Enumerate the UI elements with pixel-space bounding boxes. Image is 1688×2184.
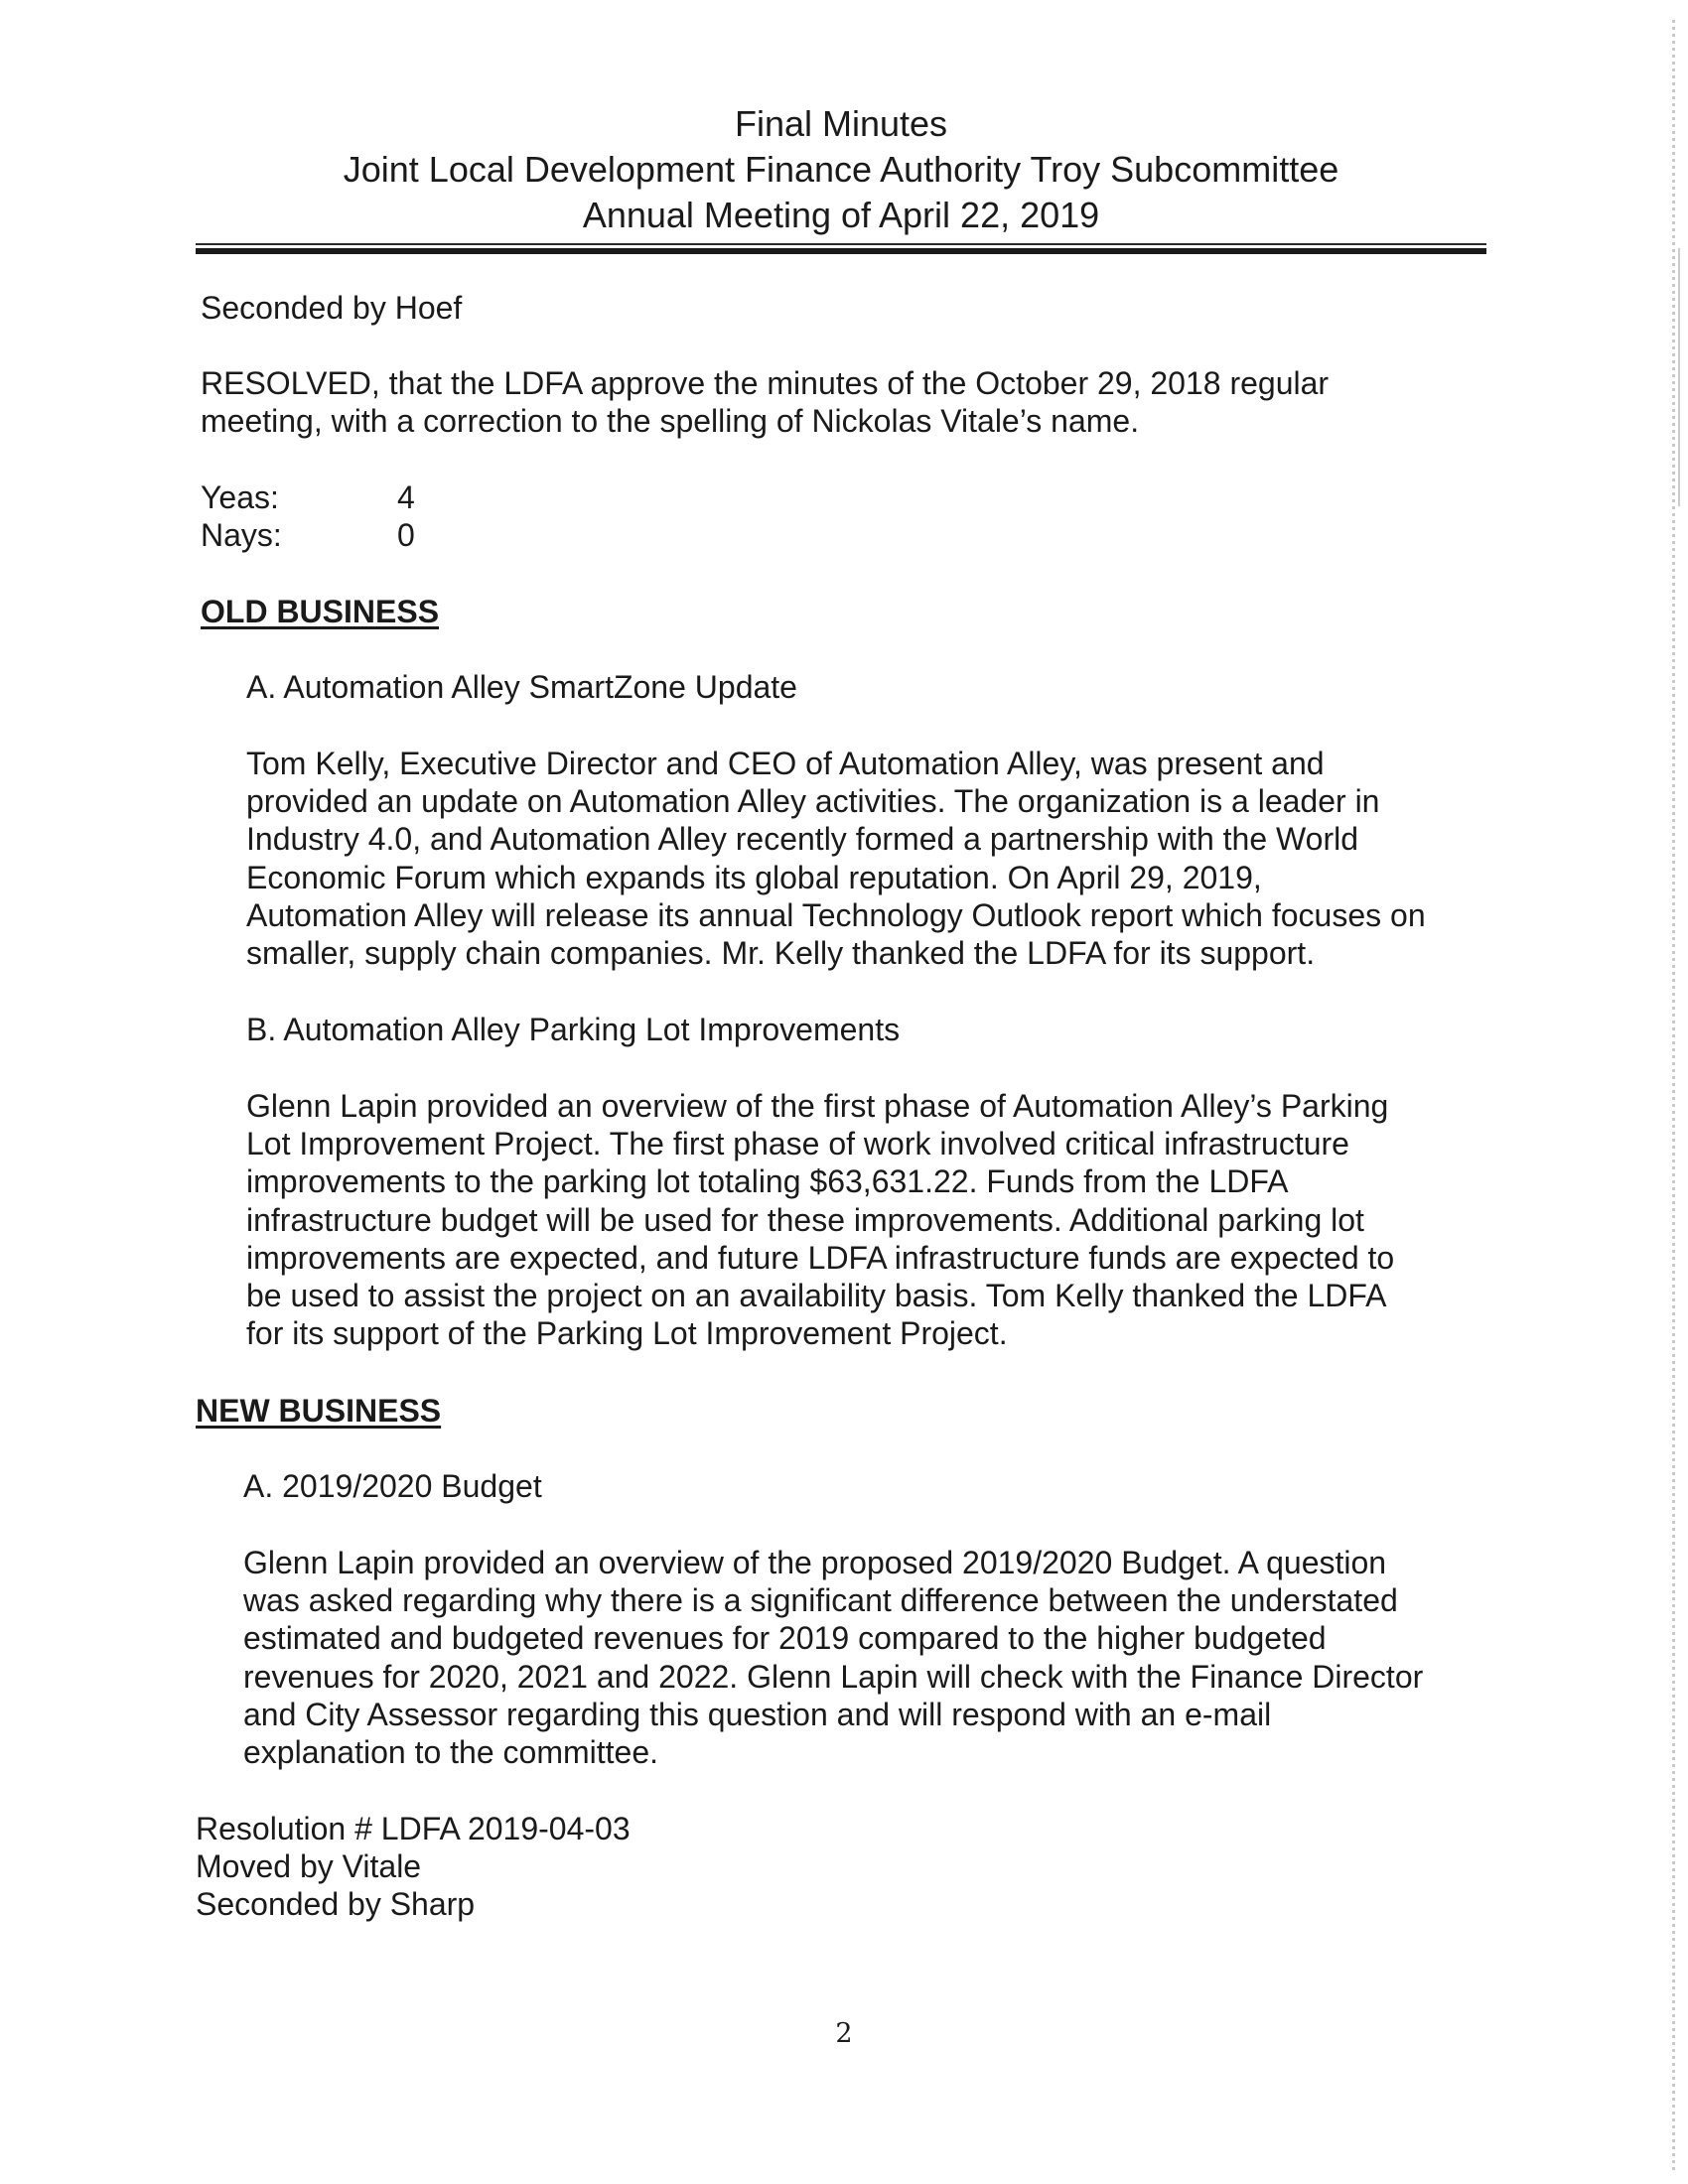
paragraph-line: improvements are expected, and future LDFA infrastructure funds are expected to (246, 1239, 1395, 1276)
header-committee: Joint Local Development Finance Authority Troy Subcommittee (343, 149, 1339, 190)
paragraph-line: improvements to the parking lot totaling $63,631.22. Funds from the LDFA (246, 1163, 1289, 1200)
header-divider-thin (196, 243, 1486, 245)
paragraph-line: smaller, supply chain companies. Mr. Kelly thanked the LDFA for its support. (246, 935, 1316, 972)
paragraph-line: Glenn Lapin provided an overview of the first phase of Automation Alley’s Parking (246, 1088, 1389, 1124)
paragraph-line: Tom Kelly, Executive Director and CEO of Automation Alley, was present and (246, 746, 1325, 781)
yeas-row (201, 478, 415, 516)
nays-label: Nays: (201, 517, 282, 553)
yeas-label: Yeas: (201, 479, 279, 515)
vote-tally (201, 478, 415, 554)
paragraph-line: Glenn Lapin provided an overview of the proposed 2019/2020 Budget. A question (243, 1545, 1387, 1580)
header-meeting-date: Annual Meeting of April 22, 2019 (582, 195, 1100, 235)
nays-row (201, 516, 415, 554)
paragraph-line: and City Assessor regarding this question and will respond with an e-mail (243, 1696, 1272, 1732)
scan-edge-artifact (1672, 20, 1675, 2174)
resolution-number: Resolution # LDFA 2019-04-03 (196, 1811, 631, 1846)
resolved-line: meeting, with a correction to the spelling of Nickolas Vitale’s name. (201, 403, 1140, 440)
old-business-item-a-text (246, 745, 1426, 972)
header-title: Final Minutes (734, 103, 948, 144)
nays-value: 0 (397, 517, 415, 553)
old-business-item-a-title: A. Automation Alley SmartZone Update (246, 669, 797, 705)
paragraph-line: Economic Forum which expands its global reputation. On April 29, 2019, (246, 859, 1262, 895)
resolution-block (196, 1810, 631, 1924)
resolved-paragraph (201, 364, 1329, 440)
new-business-item-a-title: A. 2019/2020 Budget (243, 1468, 542, 1504)
paragraph-line: Lot Improvement Project. The first phase of work involved critical infrastructure (246, 1126, 1349, 1162)
resolved-line: RESOLVED, that the LDFA approve the minutes of the October 29, 2018 regular (201, 365, 1330, 401)
paragraph-line: explanation to the committee. (243, 1734, 659, 1771)
scan-edge-artifact (1678, 248, 1680, 506)
resolution-seconded: Seconded by Sharp (196, 1886, 476, 1923)
page-number: 2 (835, 2018, 853, 2049)
old-business-item-b-text (246, 1087, 1394, 1352)
paragraph-line: provided an update on Automation Alley activities. The organization is a leader in (246, 783, 1380, 820)
paragraph-line: for its support of the Parking Lot Improvement Project. (246, 1315, 1008, 1352)
header-divider-thick (196, 248, 1486, 254)
paragraph-line: infrastructure budget will be used for these improvements. Additional parking lot (246, 1201, 1364, 1238)
new-business-heading: NEW BUSINESS (196, 1393, 442, 1429)
old-business-item-b-title: B. Automation Alley Parking Lot Improvements (246, 1012, 901, 1047)
paragraph-line: be used to assist the project on an availability basis. Tom Kelly thanked the LDFA (246, 1278, 1387, 1314)
document-header (196, 101, 1486, 238)
resolution-moved: Moved by Vitale (196, 1848, 422, 1885)
paragraph-line: Industry 4.0, and Automation Alley recently formed a partnership with the World (246, 821, 1358, 858)
paragraph-line: Automation Alley will release its annual Technology Outlook report which focuses on (246, 896, 1426, 933)
new-business-item-a-text (243, 1544, 1423, 1771)
prior-seconded: Seconded by Hoef (201, 290, 463, 326)
paragraph-line: estimated and budgeted revenues for 2019 compared to the higher budgeted (243, 1620, 1327, 1657)
old-business-heading: OLD BUSINESS (201, 594, 440, 629)
yeas-value: 4 (397, 479, 415, 515)
paragraph-line: revenues for 2020, 2021 and 2022. Glenn Lapin will check with the Finance Director (243, 1658, 1424, 1695)
paragraph-line: was asked regarding why there is a significant difference between the understated (243, 1582, 1398, 1619)
